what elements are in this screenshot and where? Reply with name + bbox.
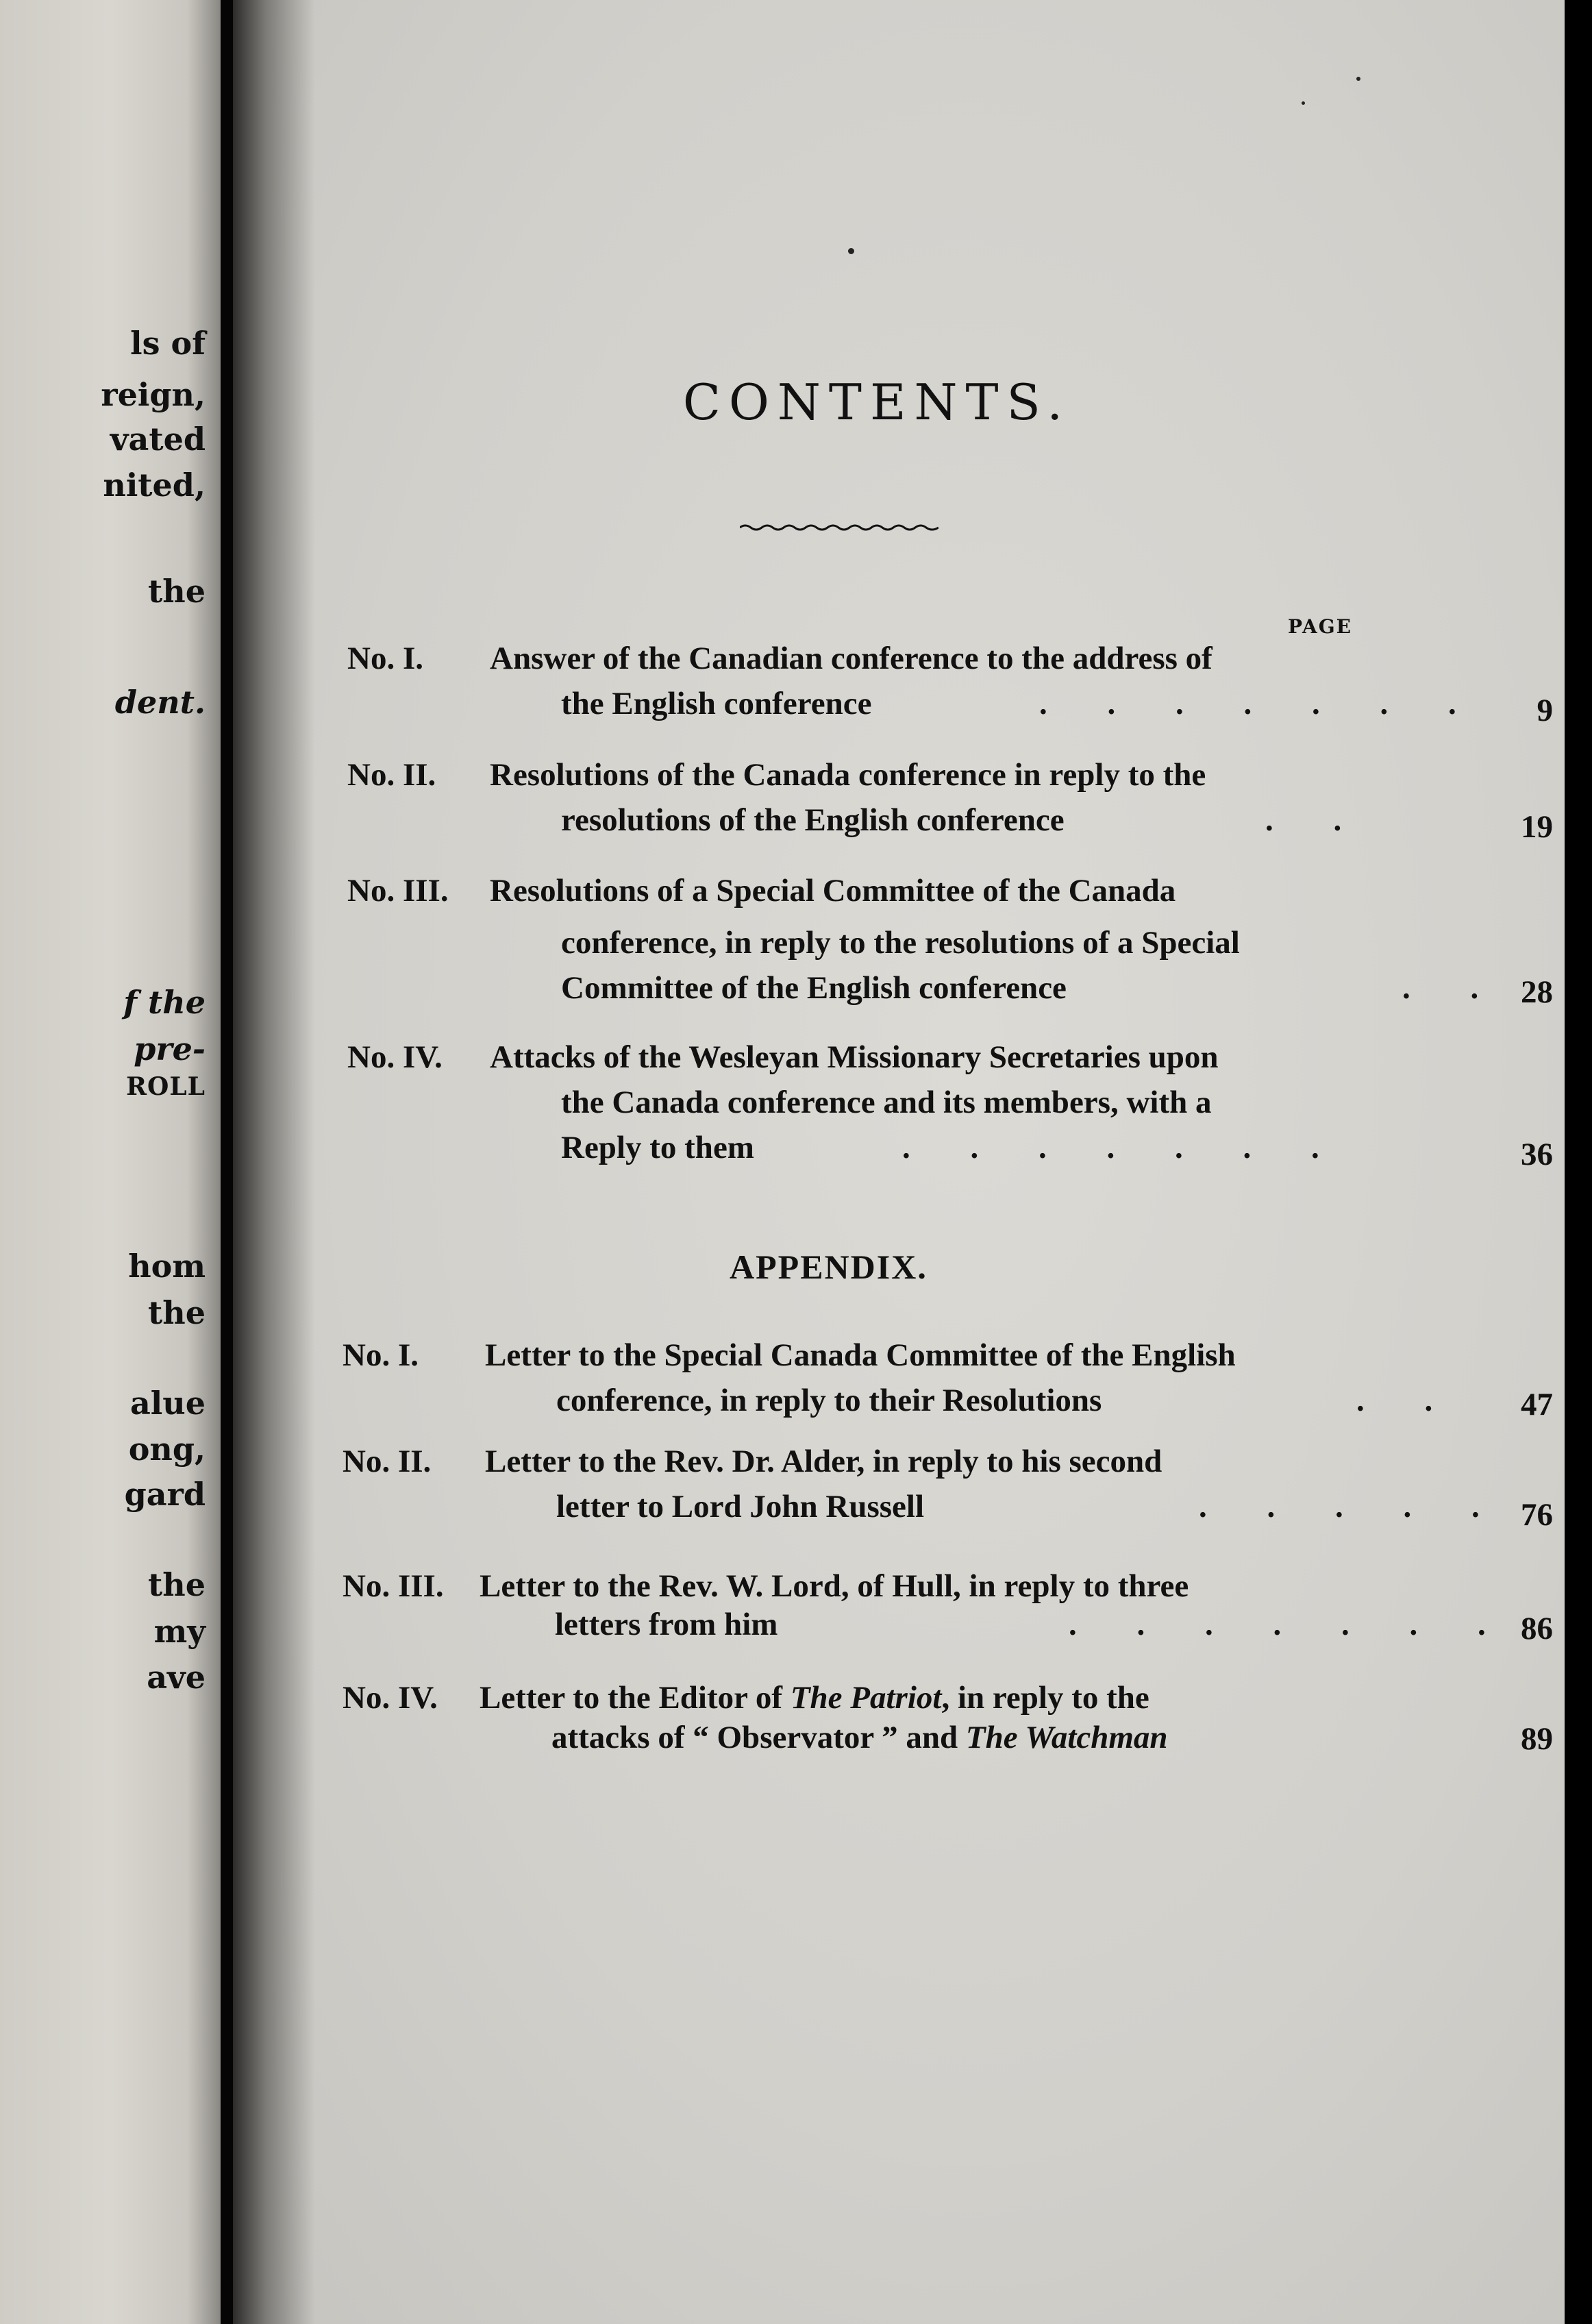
- paper-speck: [848, 248, 854, 254]
- entry-number: No. II.: [347, 757, 436, 793]
- toc-entry: [347, 752, 1553, 848]
- entry-number: No. III.: [347, 873, 449, 908]
- entry-title-line: Resolutions of the Canada conference in reply to the: [490, 757, 1206, 793]
- left-page-fragment: ong,: [128, 1431, 206, 1468]
- left-page-fragment: gard: [124, 1476, 206, 1513]
- entry-page-number: 9: [1537, 693, 1553, 728]
- entry-title-line: Letter to the Special Canada Committee of the English: [485, 1337, 1236, 1373]
- page-column-heading: PAGE: [1288, 615, 1352, 638]
- ornamental-rule: [740, 522, 938, 533]
- entry-title-line: the Canada conference and its members, with a: [561, 1085, 1212, 1120]
- entry-page-number: 76: [1521, 1497, 1553, 1533]
- left-page-fragment: alue: [130, 1385, 206, 1422]
- toc-entry: [347, 1035, 1553, 1178]
- entry-number: No. II.: [343, 1444, 432, 1479]
- left-page-fragment: my: [153, 1613, 206, 1650]
- entry-number: No. I.: [347, 641, 423, 676]
- appendix-entry: [343, 1439, 1553, 1535]
- toc-entry: [347, 868, 1553, 1012]
- entry-title-line: attacks of “ Observator ” and The Watchman: [551, 1720, 1168, 1755]
- left-page-fragment: ls of: [130, 325, 206, 362]
- left-page-fragment: the: [148, 1294, 206, 1331]
- dot-leader: . .: [1402, 970, 1505, 1006]
- dot-leader: . . . . . . .: [902, 1130, 1345, 1165]
- appendix-entry: [343, 1563, 1553, 1659]
- left-page-fragment: nited,: [103, 467, 206, 504]
- left-page-fragment: vated: [110, 421, 206, 458]
- entry-title-line: Answer of the Canadian conference to the address of: [490, 641, 1212, 676]
- entry-title-line: conference, in reply to their Resolutions: [556, 1383, 1102, 1418]
- entry-title-line: Committee of the English conference: [561, 970, 1067, 1006]
- entry-title-line: Letter to the Rev. W. Lord, of Hull, in reply to three: [480, 1568, 1189, 1604]
- dot-leader: . .: [1356, 1383, 1459, 1418]
- page-title: CONTENTS.: [682, 373, 1071, 431]
- entry-title-line: conference, in reply to the resolutions of a Special: [561, 925, 1240, 961]
- left-page-fragment: the: [148, 573, 206, 610]
- entry-number: No. III.: [343, 1568, 444, 1604]
- dot-leader: . . . . . . .: [1039, 686, 1482, 721]
- left-page-fragment: hom: [128, 1248, 206, 1285]
- entry-page-number: 28: [1521, 974, 1553, 1010]
- scan-border: [1565, 0, 1592, 2324]
- appendix-entry: [343, 1333, 1553, 1429]
- entry-page-number: 36: [1521, 1137, 1553, 1172]
- left-page-fragment: dent.: [114, 684, 206, 721]
- dot-leader: . . . . . . .: [1069, 1607, 1512, 1642]
- entry-title-line: letters from him: [555, 1607, 778, 1642]
- dot-leader: . . . . .: [1199, 1489, 1506, 1524]
- entry-number: No. IV.: [343, 1680, 438, 1716]
- left-facing-page: [0, 0, 221, 2324]
- entry-page-number: 19: [1521, 809, 1553, 845]
- left-page-fragment: pre-: [134, 1030, 206, 1067]
- left-page-fragment: ave: [147, 1659, 206, 1696]
- contents-page: [233, 0, 1565, 2324]
- entry-title-line: letter to Lord John Russell: [556, 1489, 925, 1524]
- entry-page-number: 86: [1521, 1611, 1553, 1646]
- entry-title-line: Letter to the Rev. Dr. Alder, in reply to his second: [485, 1444, 1162, 1479]
- appendix-heading: APPENDIX.: [730, 1248, 928, 1286]
- paper-speck: [1356, 77, 1360, 81]
- left-page-fragment: f the: [123, 984, 206, 1021]
- entry-title-line: Reply to them: [561, 1130, 754, 1165]
- toc-entry: [347, 636, 1553, 732]
- left-page-fragment: reign,: [101, 376, 206, 413]
- entry-page-number: 89: [1521, 1721, 1553, 1757]
- left-page-fragment: the: [148, 1566, 206, 1603]
- book-gutter: [221, 0, 233, 2324]
- left-page-fragment: ROLL: [126, 1072, 206, 1101]
- entry-title-line: Letter to the Editor of The Patriot, in reply to the: [480, 1680, 1149, 1716]
- dot-leader: . .: [1265, 802, 1368, 838]
- entry-title-line: the English conference: [561, 686, 872, 721]
- entry-title-line: resolutions of the English conference: [561, 802, 1065, 838]
- entry-page-number: 47: [1521, 1387, 1553, 1422]
- entry-title-line: Resolutions of a Special Committee of the Canada: [490, 873, 1176, 908]
- appendix-entry: [343, 1675, 1553, 1771]
- entry-number: No. I.: [343, 1337, 419, 1373]
- entry-title-line: Attacks of the Wesleyan Missionary Secretaries upon: [490, 1039, 1219, 1075]
- entry-number: No. IV.: [347, 1039, 443, 1075]
- paper-speck: [1302, 101, 1305, 105]
